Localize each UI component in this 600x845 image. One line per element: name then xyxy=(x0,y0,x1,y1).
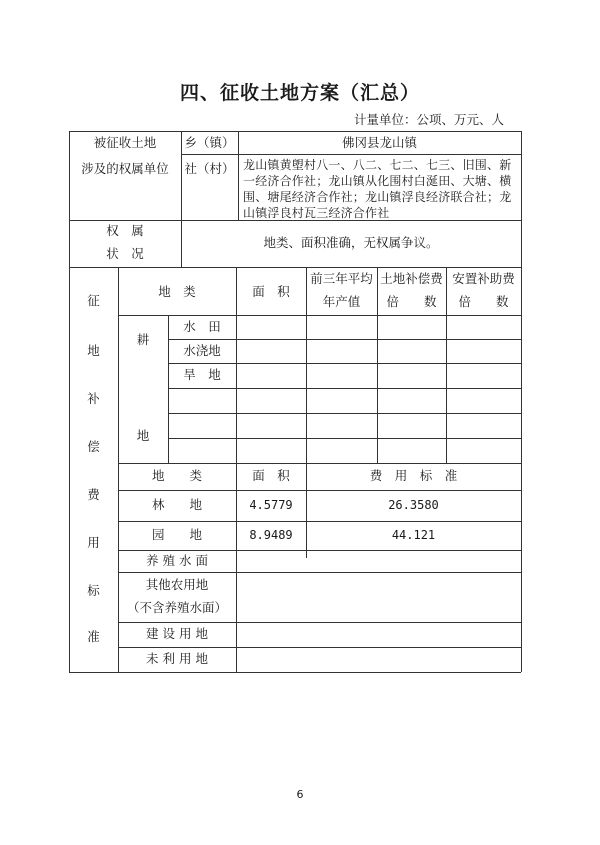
header2-land-type: 地 类 xyxy=(151,468,202,483)
side-label-char: 标 xyxy=(87,583,100,598)
unit-note: 计量单位：公项、万元、人 xyxy=(353,112,504,127)
row-land-type: 林 地 xyxy=(151,497,202,512)
row-land-type: 养 殖 水 面 xyxy=(146,553,208,568)
header-land-comp-line2: 倍 数 xyxy=(386,294,437,309)
header-land-comp-line1: 土地补偿费 xyxy=(380,271,443,286)
row-area: 8.9489 xyxy=(249,528,293,542)
side-label-char: 征 xyxy=(87,293,100,308)
row-standard: 26.3580 xyxy=(388,498,439,512)
ownership-label-line2: 状 况 xyxy=(106,246,144,261)
row-land-type: 未 利 用 地 xyxy=(146,651,208,666)
land-owner-label-line1: 被征收土地 xyxy=(93,135,157,150)
page-number: 6 xyxy=(296,788,304,801)
page-title: 四、征收土地方案（汇总） xyxy=(179,82,420,104)
land-owner-label-line2: 涉及的权属单位 xyxy=(81,161,169,176)
row-land-type: 建 设 用 地 xyxy=(146,626,208,641)
header-avg-output-line1: 前三年平均 xyxy=(310,271,373,286)
row-land-type-note: （不含养殖水面） xyxy=(126,600,227,615)
village-label: 社（村） xyxy=(184,161,235,176)
row-standard: 44.121 xyxy=(391,528,436,542)
side-label-char: 偿 xyxy=(87,439,100,454)
township-label: 乡（镇） xyxy=(184,135,235,150)
header-resettle-line2: 倍 数 xyxy=(458,294,509,309)
ownership-value: 地类、面积准确，无权属争议。 xyxy=(263,235,439,250)
header2-area: 面 积 xyxy=(252,468,290,483)
header-land-type: 地 类 xyxy=(158,284,196,299)
header-area: 面 积 xyxy=(252,284,290,299)
farmland-type: 水 田 xyxy=(183,319,221,334)
farmland-type: 旱 地 xyxy=(183,367,221,382)
township-value: 佛冈县龙山镇 xyxy=(341,135,417,150)
row-land-type: 其他农用地 xyxy=(145,577,209,592)
farmland-type: 水浇地 xyxy=(183,343,221,358)
header2-standard: 费 用 标 准 xyxy=(369,468,458,483)
row-area: 4.5779 xyxy=(249,498,293,512)
side-label-char: 准 xyxy=(87,629,100,644)
ownership-label-line1: 权 属 xyxy=(106,223,144,238)
farmland-label-line2: 地 xyxy=(136,428,150,443)
side-label-char: 用 xyxy=(87,535,100,550)
side-label-char: 地 xyxy=(87,343,100,358)
farmland-label-line1: 耕 xyxy=(136,332,150,347)
side-label-char: 补 xyxy=(87,391,100,406)
header-resettle-line1: 安置补助费 xyxy=(452,271,515,286)
side-label-char: 费 xyxy=(87,487,100,502)
row-land-type: 园 地 xyxy=(151,527,202,542)
header-avg-output-line2: 年产值 xyxy=(322,294,361,309)
village-value: 龙山镇黄塱村八一、八二、七二、七三、旧围、新一经济合作社；龙山镇从化围村白涎田、大塘、横围、塘尾经济合作社；龙山镇浮良经济联合社；龙山镇浮良村瓦三经济合作社 xyxy=(243,158,512,220)
